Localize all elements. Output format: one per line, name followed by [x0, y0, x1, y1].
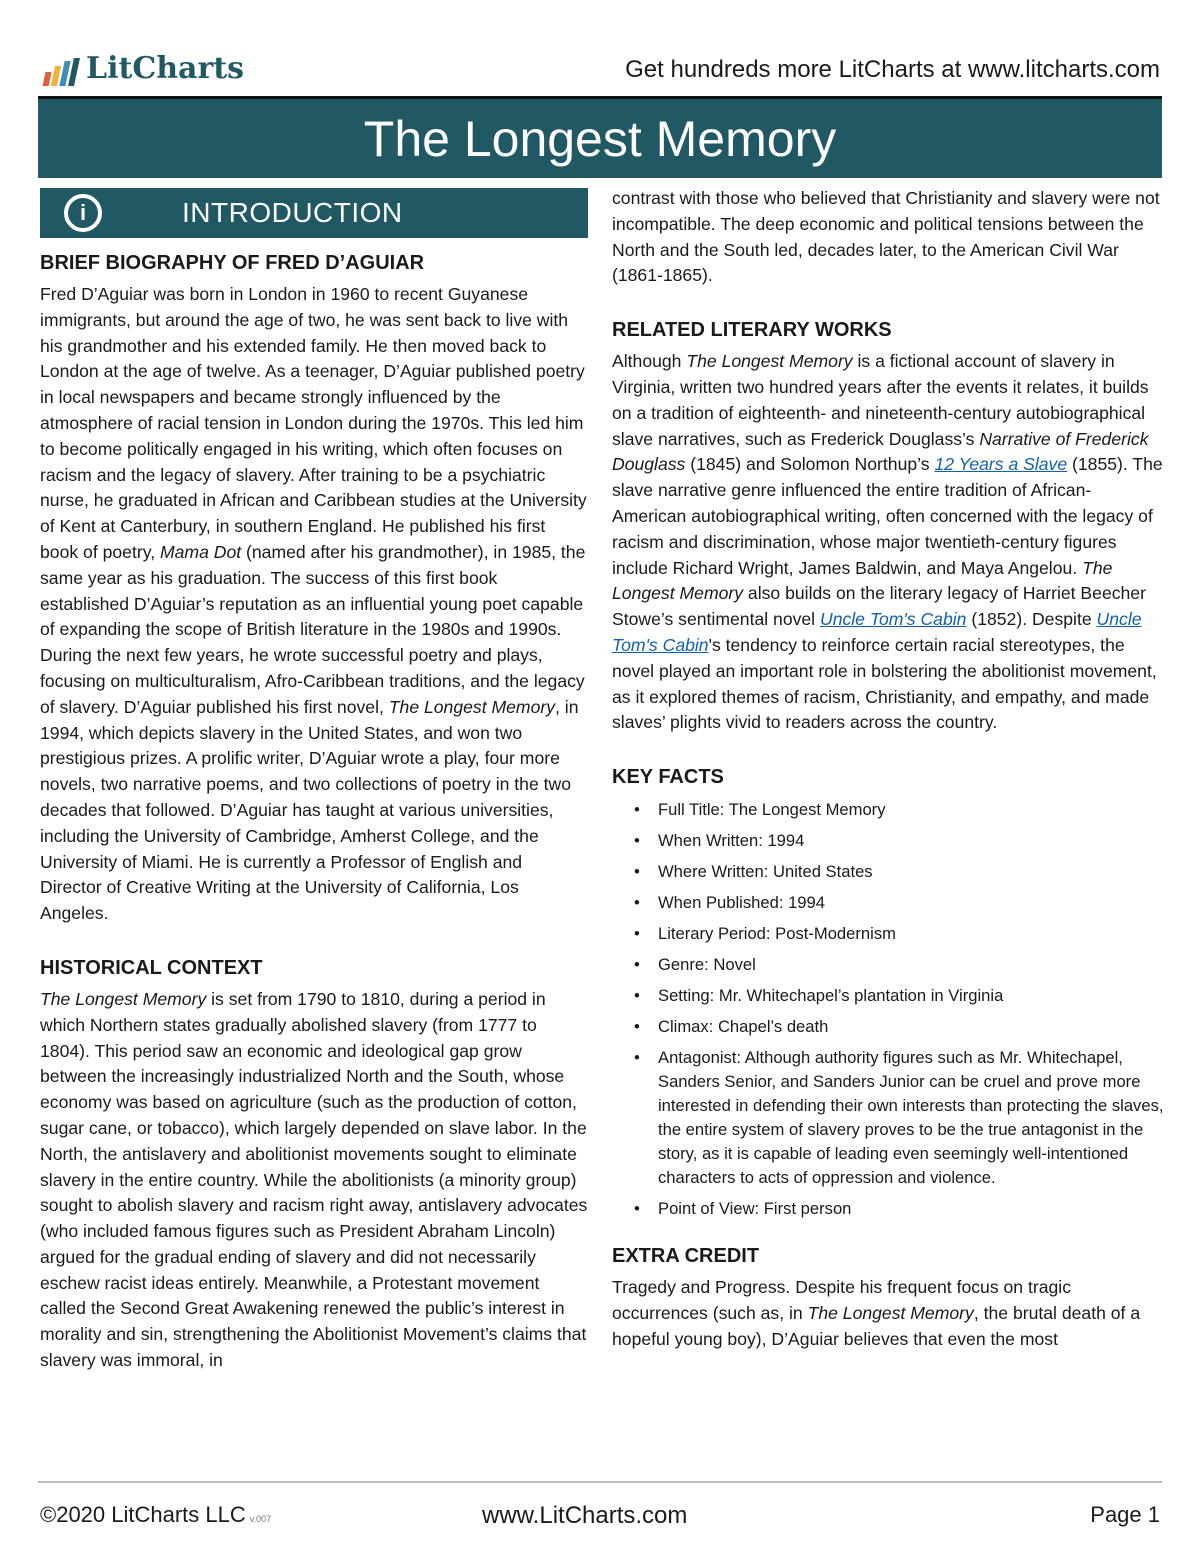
bio-text-2: (named after his grandmother), in 1985, the same year as his graduation. The success of this first book established D’Aguiar’s reputation as an influential young poet capable of expanding the scope of British literature in the 1980s and 1990s. During the next few years, he wrote successful poetry and plays, focusing on multiculturalism, Afro-Caribbean traditions, and the legacy of slavery. D’Aguiar published his first novel,	[40, 541, 586, 717]
logo-bars-icon	[44, 58, 80, 86]
historical-continued: contrast with those who believed that Christianity and slavery were not incompatible. The deep economic and political tensions between the North and the South led, decades later, to the American Civil War (1861-1865).	[612, 188, 1160, 286]
fact-label: When Published:	[658, 893, 784, 913]
fact-label: Setting:	[658, 986, 715, 1006]
historical-paragraph	[40, 987, 588, 1374]
related-italic-1: The Longest Memory	[686, 351, 853, 372]
bio-heading: BRIEF BIOGRAPHY OF FRED D’AGUIAR	[40, 252, 425, 274]
key-fact-item	[612, 860, 1164, 884]
promo-text[interactable]: Get hundreds more LitCharts at www.litcharts.com	[625, 56, 1160, 83]
fact-value: 1994	[788, 893, 825, 913]
fact-value: The Longest Memory	[728, 800, 886, 820]
related-text-5: also builds on the literary legacy of Harriet Beecher Stowe’s sentimental novel	[612, 583, 1146, 630]
fact-label: When Written:	[658, 831, 763, 851]
footer-divider	[38, 1481, 1162, 1483]
fact-value: Although authority figures such as Mr. Whitechapel, Sanders Senior, and Sanders Junior can be cruel and prove more interested in defending their own interests than protecting the slaves, the entire system of slavery proves to be the true antagonist in the story, as it is capable of leading even seemingly well-intentioned characters to acts of oppression and violence.	[658, 1048, 1164, 1188]
key-fact-item	[612, 1197, 1164, 1221]
key-fact-item	[612, 798, 1164, 822]
key-fact-item	[612, 829, 1164, 853]
page-header	[40, 50, 1160, 92]
related-text-6: (1852). Despite	[966, 609, 1097, 630]
related-italic-3: The Longest Memory	[612, 557, 1113, 604]
bio-text-1: Fred D’Aguiar was born in London in 1960 to recent Guyanese immigrants, but around the age of two, he was sent back to live with his grandmother and his extended family. He then moved back to London at the age of twelve. As a teenager, D’Aguiar published poetry in local newspapers and became strongly influenced by the atmosphere of racial tension in London during the 1970s. This led him to become politically engaged in his writing, which often focuses on racism and the legacy of slavery. After training to be a psychiatric nurse, he graduated in African and Caribbean studies at the University of Kent at Canterbury, in southern England. He published his first book of poetry,	[40, 284, 587, 562]
bio-italic-1: Mama Dot	[159, 541, 242, 562]
fact-label: Point of View:	[658, 1199, 760, 1219]
fact-value: First person	[763, 1199, 852, 1219]
extra-credit-italic: The Longest Memory	[807, 1302, 974, 1323]
key-fact-item	[612, 953, 1164, 977]
left-column	[40, 188, 588, 1374]
key-fact-item	[612, 984, 1164, 1008]
bio-text-3: , in 1994, which depicts slavery in the United States, and won two prestigious prizes. A prolific writer, D’Aguiar wrote a play, four more novels, two narrative poems, and two collections of poetry in the two decades that followed. D’Aguiar has taught at various universities, including the University of Cambridge, Amherst College, and the University of Miami. He is currently a Professor of English and Director of Creative Writing at the University of California, Los Angeles.	[40, 696, 579, 924]
related-paragraph	[612, 349, 1164, 736]
link-uncle-toms-cabin[interactable]: Uncle Tom's Cabin	[819, 609, 967, 630]
extra-credit-heading: EXTRA CREDIT	[612, 1245, 760, 1268]
extra-credit-paragraph	[612, 1275, 1164, 1352]
fact-value: United States	[772, 862, 873, 882]
footer-site-link[interactable]: www.LitCharts.com	[482, 1502, 688, 1529]
info-circle-icon: i	[64, 194, 102, 232]
fact-value: Mr. Whitechapel’s plantation in Virginia	[718, 986, 1004, 1006]
related-text-4: (1855). The slave narrative genre influenced the entire tradition of African-American autobiographical writing, often concerned with the legacy of racism and discrimination, whose major twentieth-century figures include Richard Wright, James Baldwin, and Maya Angelou.	[612, 454, 1163, 578]
extra-credit-lead: Tragedy and Progress.	[612, 1277, 791, 1298]
key-fact-item	[612, 1015, 1164, 1039]
fact-value: 1994	[767, 831, 805, 851]
related-text-2: is a fictional account of slavery in Virginia, written two hundred years after the events it relates, it builds on a tradition of eighteenth- and nineteenth-century autobiographical slave narratives, such as Frederick Douglass’s	[612, 351, 1149, 449]
introduction-bar	[40, 188, 588, 238]
key-fact-item	[612, 891, 1164, 915]
litcharts-logo[interactable]	[44, 52, 244, 86]
copyright-text: ©2020 LitCharts LLC	[40, 1502, 246, 1527]
page-title: The Longest Memory	[363, 110, 837, 167]
related-italic-2: Narrative of Frederick Douglass	[612, 428, 1149, 475]
logo-text: LitCharts	[86, 51, 245, 86]
page-number: Page 1	[1090, 1502, 1160, 1527]
fact-value: Novel	[713, 955, 756, 975]
extra-credit-text-2: , the brutal death of a hopeful young boy), D’Aguiar believes that even the most	[612, 1302, 1141, 1349]
fact-label: Where Written:	[658, 862, 769, 882]
related-text-3: (1845) and Solomon Northup’s	[685, 454, 935, 475]
key-fact-item	[612, 922, 1164, 946]
related-text-7: 's tendency to reinforce certain racial stereotypes, the novel played an important role in bolstering the abolitionist movement, as it explored themes of racism, Christianity, and empathy, and made slaves’ plights vivid to readers across the country.	[612, 634, 1157, 733]
link-uncle-toms-cabin-2[interactable]: Uncle Tom's Cabin	[612, 609, 1142, 655]
fact-label: Literary Period:	[658, 924, 771, 944]
footer-copyright	[40, 1502, 271, 1528]
key-fact-item	[612, 1046, 1164, 1190]
historical-heading: HISTORICAL CONTEXT	[40, 956, 263, 979]
version-text: v.007	[249, 1514, 272, 1524]
fact-label: Genre:	[658, 955, 709, 975]
introduction-label: INTRODUCTION	[182, 197, 403, 229]
historical-text: is set from 1790 to 1810, during a period in which Northern states gradually abolished slavery (from 1777 to 1804). This period saw an economic and ideological gap grow between the increasingly industrialized North and the South, whose economy was based on agriculture (such as the production of cotton, sugar cane, or tobacco), which largely depended on slave labor. In the North, the antislavery and abolitionist movements sought to eliminate slavery in the entire country. While the abolitionists (a minority group) sought to abolish slavery and racism right away, antislavery advocates (who included famous figures such as President Abraham Lincoln) argued for the gradual ending of slavery and did not necessarily eschew racist ideas entirely. Meanwhile, a Protestant movement called the Second Great Awakening renewed the public’s interest in morality and sin, strengthening the Abolitionist Movement’s claims that slavery was immoral, in	[40, 988, 588, 1371]
related-heading: RELATED LITERARY WORKS	[612, 319, 892, 342]
fact-label: Climax:	[658, 1017, 714, 1037]
fact-label: Antagonist:	[658, 1048, 742, 1068]
title-band	[38, 96, 1162, 178]
bio-paragraph	[40, 282, 588, 927]
fact-value: Post-Modernism	[775, 924, 896, 944]
fact-value: Chapel’s death	[717, 1017, 829, 1037]
right-column	[612, 186, 1164, 1353]
related-text-1: Although	[612, 351, 687, 372]
key-facts-heading: KEY FACTS	[612, 766, 724, 789]
bio-italic-2: The Longest Memory	[388, 696, 556, 717]
extra-credit-text-1: Despite his frequent focus on tragic occurrences (such as, in	[612, 1277, 1071, 1323]
key-facts-list	[612, 798, 1164, 1221]
fact-label: Full Title:	[658, 800, 725, 820]
historical-italic: The Longest Memory	[40, 988, 207, 1009]
link-12-years-a-slave[interactable]: 12 Years a Slave	[934, 454, 1068, 475]
